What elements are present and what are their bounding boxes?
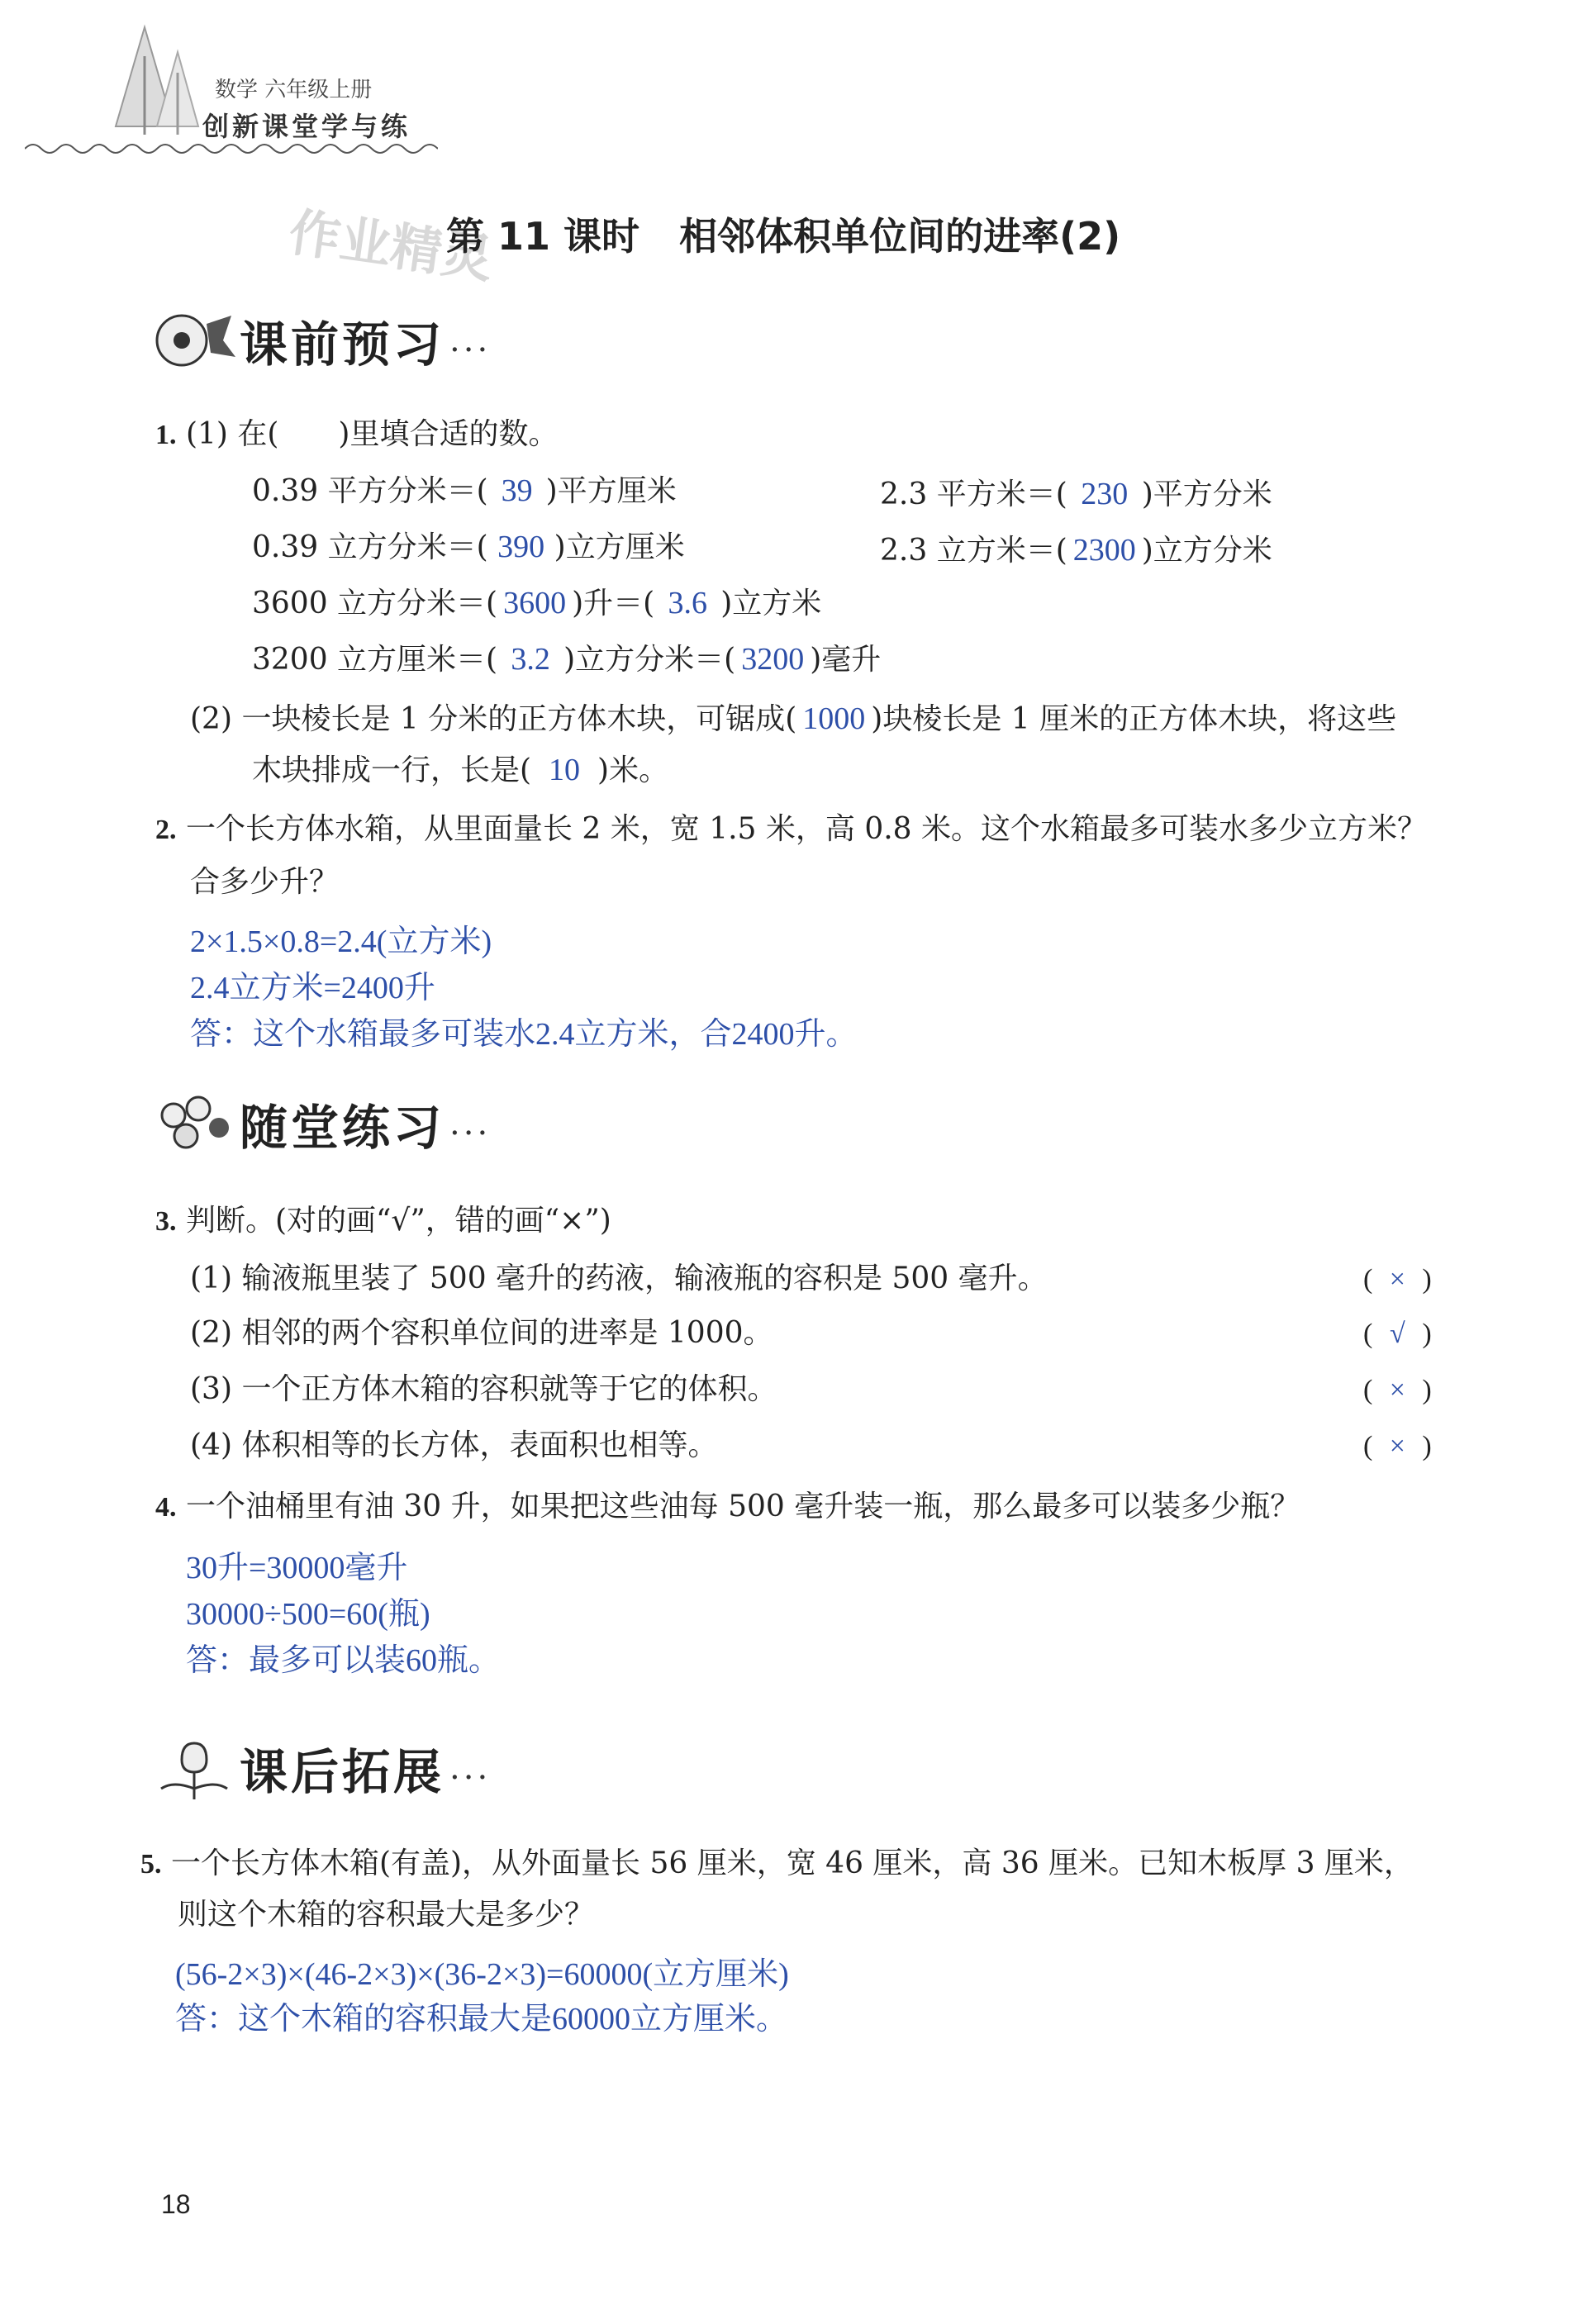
q3-prompt-text: 判断。(对的画“√”，错的画“×”) xyxy=(185,1204,611,1238)
header-wave-divider xyxy=(25,140,438,157)
q1-part2-line1 xyxy=(190,699,1396,739)
q1-part2-line2 xyxy=(252,750,668,791)
q1-line-5 xyxy=(252,583,821,624)
q3-judge-1 xyxy=(1363,1264,1432,1295)
q1-part1-prompt: (1) 在( )里填合适的数。 xyxy=(185,417,559,451)
q3-judge4-open: ( xyxy=(1363,1431,1373,1461)
q5-question-line2: 则这个木箱的容积最大是多少？ xyxy=(178,1898,595,1932)
q2-number: 2. xyxy=(155,815,177,845)
q3-judge3-mark: × xyxy=(1389,1375,1405,1405)
q3-prompt xyxy=(155,1201,611,1242)
q3-judge-3 xyxy=(1363,1375,1432,1406)
q1-line6-a: 3200 立方厘米＝( xyxy=(252,643,498,677)
q1-line4-answer: 2300 xyxy=(1072,533,1136,568)
q2-text1: 一个长方体水箱，从里面量长 2 米，宽 1.5 米，高 0.8 米。这个水箱最多可装水多少立方米？ xyxy=(185,812,1428,846)
q1-line3-answer: 390 xyxy=(497,530,545,564)
q1-line1-right: )平方厘米 xyxy=(545,474,677,508)
q1-line1-left: 0.39 平方分米＝( xyxy=(252,474,488,508)
q3-judge1-mark: × xyxy=(1389,1264,1405,1295)
q1-line4-right: )立方分米 xyxy=(1141,534,1272,568)
section-extend xyxy=(149,1733,491,1803)
q1-part2-a: (2) 一块棱长是 1 分米的正方体木块，可锯成( xyxy=(190,702,797,736)
q1-part2-b: )块棱长是 1 厘米的正方体木块，将这些 xyxy=(871,702,1397,736)
header-book-line1: 数学 六年级上册 xyxy=(215,78,373,102)
page-number: 18 xyxy=(161,2189,191,2219)
section-practice xyxy=(149,1089,491,1158)
q1-number: 1. xyxy=(155,420,177,450)
q3-judge4-mark: × xyxy=(1389,1431,1405,1461)
q1-line-1 xyxy=(252,471,677,511)
lesson-title: 第 11 课时 相邻体积单位间的进率(2) xyxy=(446,214,1121,259)
q1-part2-c: 木块排成一行，长是( xyxy=(252,753,532,787)
tulip-icon xyxy=(149,1735,240,1801)
q3-judge-4 xyxy=(1363,1431,1432,1462)
section-practice-dots: ... xyxy=(449,1105,492,1143)
flower-decoration-icon xyxy=(149,307,240,373)
q3-judge1-close: ) xyxy=(1422,1264,1432,1295)
q1-line-4 xyxy=(880,530,1272,571)
q1-line2-answer: 230 xyxy=(1081,477,1129,511)
q4-text: 一个油桶里有油 30 升，如果把这些油每 500 毫升装一瓶，那么最多可以装多少瓶？ xyxy=(185,1490,1300,1523)
q1-line5-b: )升＝( xyxy=(572,587,655,620)
header-book-line2: 创新课堂学与练 xyxy=(202,111,411,142)
q3-item-2: (2) 相邻的两个容积单位间的进率是 1000。 xyxy=(190,1316,773,1350)
header-tree-logo xyxy=(99,23,207,139)
q3-number: 3. xyxy=(155,1206,177,1237)
q3-judge1-open: ( xyxy=(1363,1264,1373,1295)
q1-line2-right: )平方分米 xyxy=(1141,478,1272,511)
q1-line6-b: )立方分米＝( xyxy=(563,643,736,677)
q5-answer-2: 答：这个木箱的容积最大是60000立方厘米。 xyxy=(175,2002,788,2036)
q3-judge2-mark: √ xyxy=(1389,1319,1405,1349)
section-preview xyxy=(149,306,491,375)
q1-prompt xyxy=(155,415,558,455)
q1-line2-left: 2.3 平方米＝( xyxy=(880,478,1067,511)
q2-answer-1: 2×1.5×0.8=2.4(立方米) xyxy=(190,924,492,959)
q1-line5-answer1: 3600 xyxy=(503,586,567,620)
flower-bouquet-icon xyxy=(149,1091,240,1157)
q1-line5-a: 3600 立方分米＝( xyxy=(252,587,498,620)
q5-number: 5. xyxy=(140,1849,162,1880)
q1-line6-answer2: 3200 xyxy=(741,642,805,677)
q3-judge2-close: ) xyxy=(1422,1319,1432,1349)
q3-item-1: (1) 输液瓶里装了 500 毫升的药液，输液瓶的容积是 500 毫升。 xyxy=(190,1262,1048,1295)
watermark: 作业精灵 xyxy=(285,202,497,290)
q1-line5-c: )立方米 xyxy=(720,587,822,620)
q5-text1: 一个长方体木箱(有盖)，从外面量长 56 厘米，宽 46 厘米，高 36 厘米。已知木板厚 3 厘米， xyxy=(170,1846,1414,1880)
q2-answer-2: 2.4立方米=2400升 xyxy=(190,971,435,1005)
q4-question xyxy=(155,1487,1300,1528)
q4-answer-3: 答：最多可以装60瓶。 xyxy=(186,1643,501,1678)
q1-line-3 xyxy=(252,527,685,568)
section-extend-title: 课后拓展 xyxy=(240,1744,445,1800)
section-practice-title: 随堂练习 xyxy=(240,1100,445,1156)
q3-judge4-close: ) xyxy=(1422,1431,1432,1461)
q2-answer-3: 答：这个水箱最多可装水2.4立方米，合2400升。 xyxy=(190,1017,858,1052)
q1-line4-left: 2.3 立方米＝( xyxy=(880,534,1067,568)
q4-answer-2: 30000÷500=60(瓶) xyxy=(186,1597,430,1632)
q3-item-3: (3) 一个正方体木箱的容积就等于它的体积。 xyxy=(190,1372,777,1406)
section-preview-title: 课前预习 xyxy=(240,316,445,373)
q5-question-line1 xyxy=(140,1844,1414,1884)
q4-number: 4. xyxy=(155,1492,177,1523)
q3-judge-2 xyxy=(1363,1319,1432,1350)
q2-question-line2: 合多少升？ xyxy=(190,865,340,899)
q1-line-6 xyxy=(252,639,881,680)
section-preview-dots: ... xyxy=(449,321,492,359)
q5-answer-1: (56-2×3)×(46-2×3)×(36-2×3)=60000(立方厘米) xyxy=(175,1957,789,1992)
q2-question-line1 xyxy=(155,810,1427,850)
section-extend-dots: ... xyxy=(449,1749,492,1787)
q1-line6-c: )毫升 xyxy=(810,643,882,677)
q1-line3-left: 0.39 立方分米＝( xyxy=(252,530,488,564)
q3-judge2-open: ( xyxy=(1363,1319,1373,1349)
q3-judge3-close: ) xyxy=(1422,1375,1432,1405)
q1-part2-answer1: 1000 xyxy=(802,701,866,736)
q1-line5-answer2: 3.6 xyxy=(668,586,707,620)
q1-line6-answer1: 3.2 xyxy=(511,642,550,677)
q1-part2-d: )米。 xyxy=(597,753,669,787)
q1-line-2 xyxy=(880,474,1272,515)
q1-line3-right: )立方厘米 xyxy=(554,530,685,564)
q3-judge3-open: ( xyxy=(1363,1375,1373,1405)
q4-answer-1: 30升=30000毫升 xyxy=(186,1551,408,1585)
q1-line1-answer: 39 xyxy=(501,473,533,508)
q3-item-4: (4) 体积相等的长方体，表面积也相等。 xyxy=(190,1428,718,1462)
q1-part2-answer2: 10 xyxy=(549,753,581,787)
